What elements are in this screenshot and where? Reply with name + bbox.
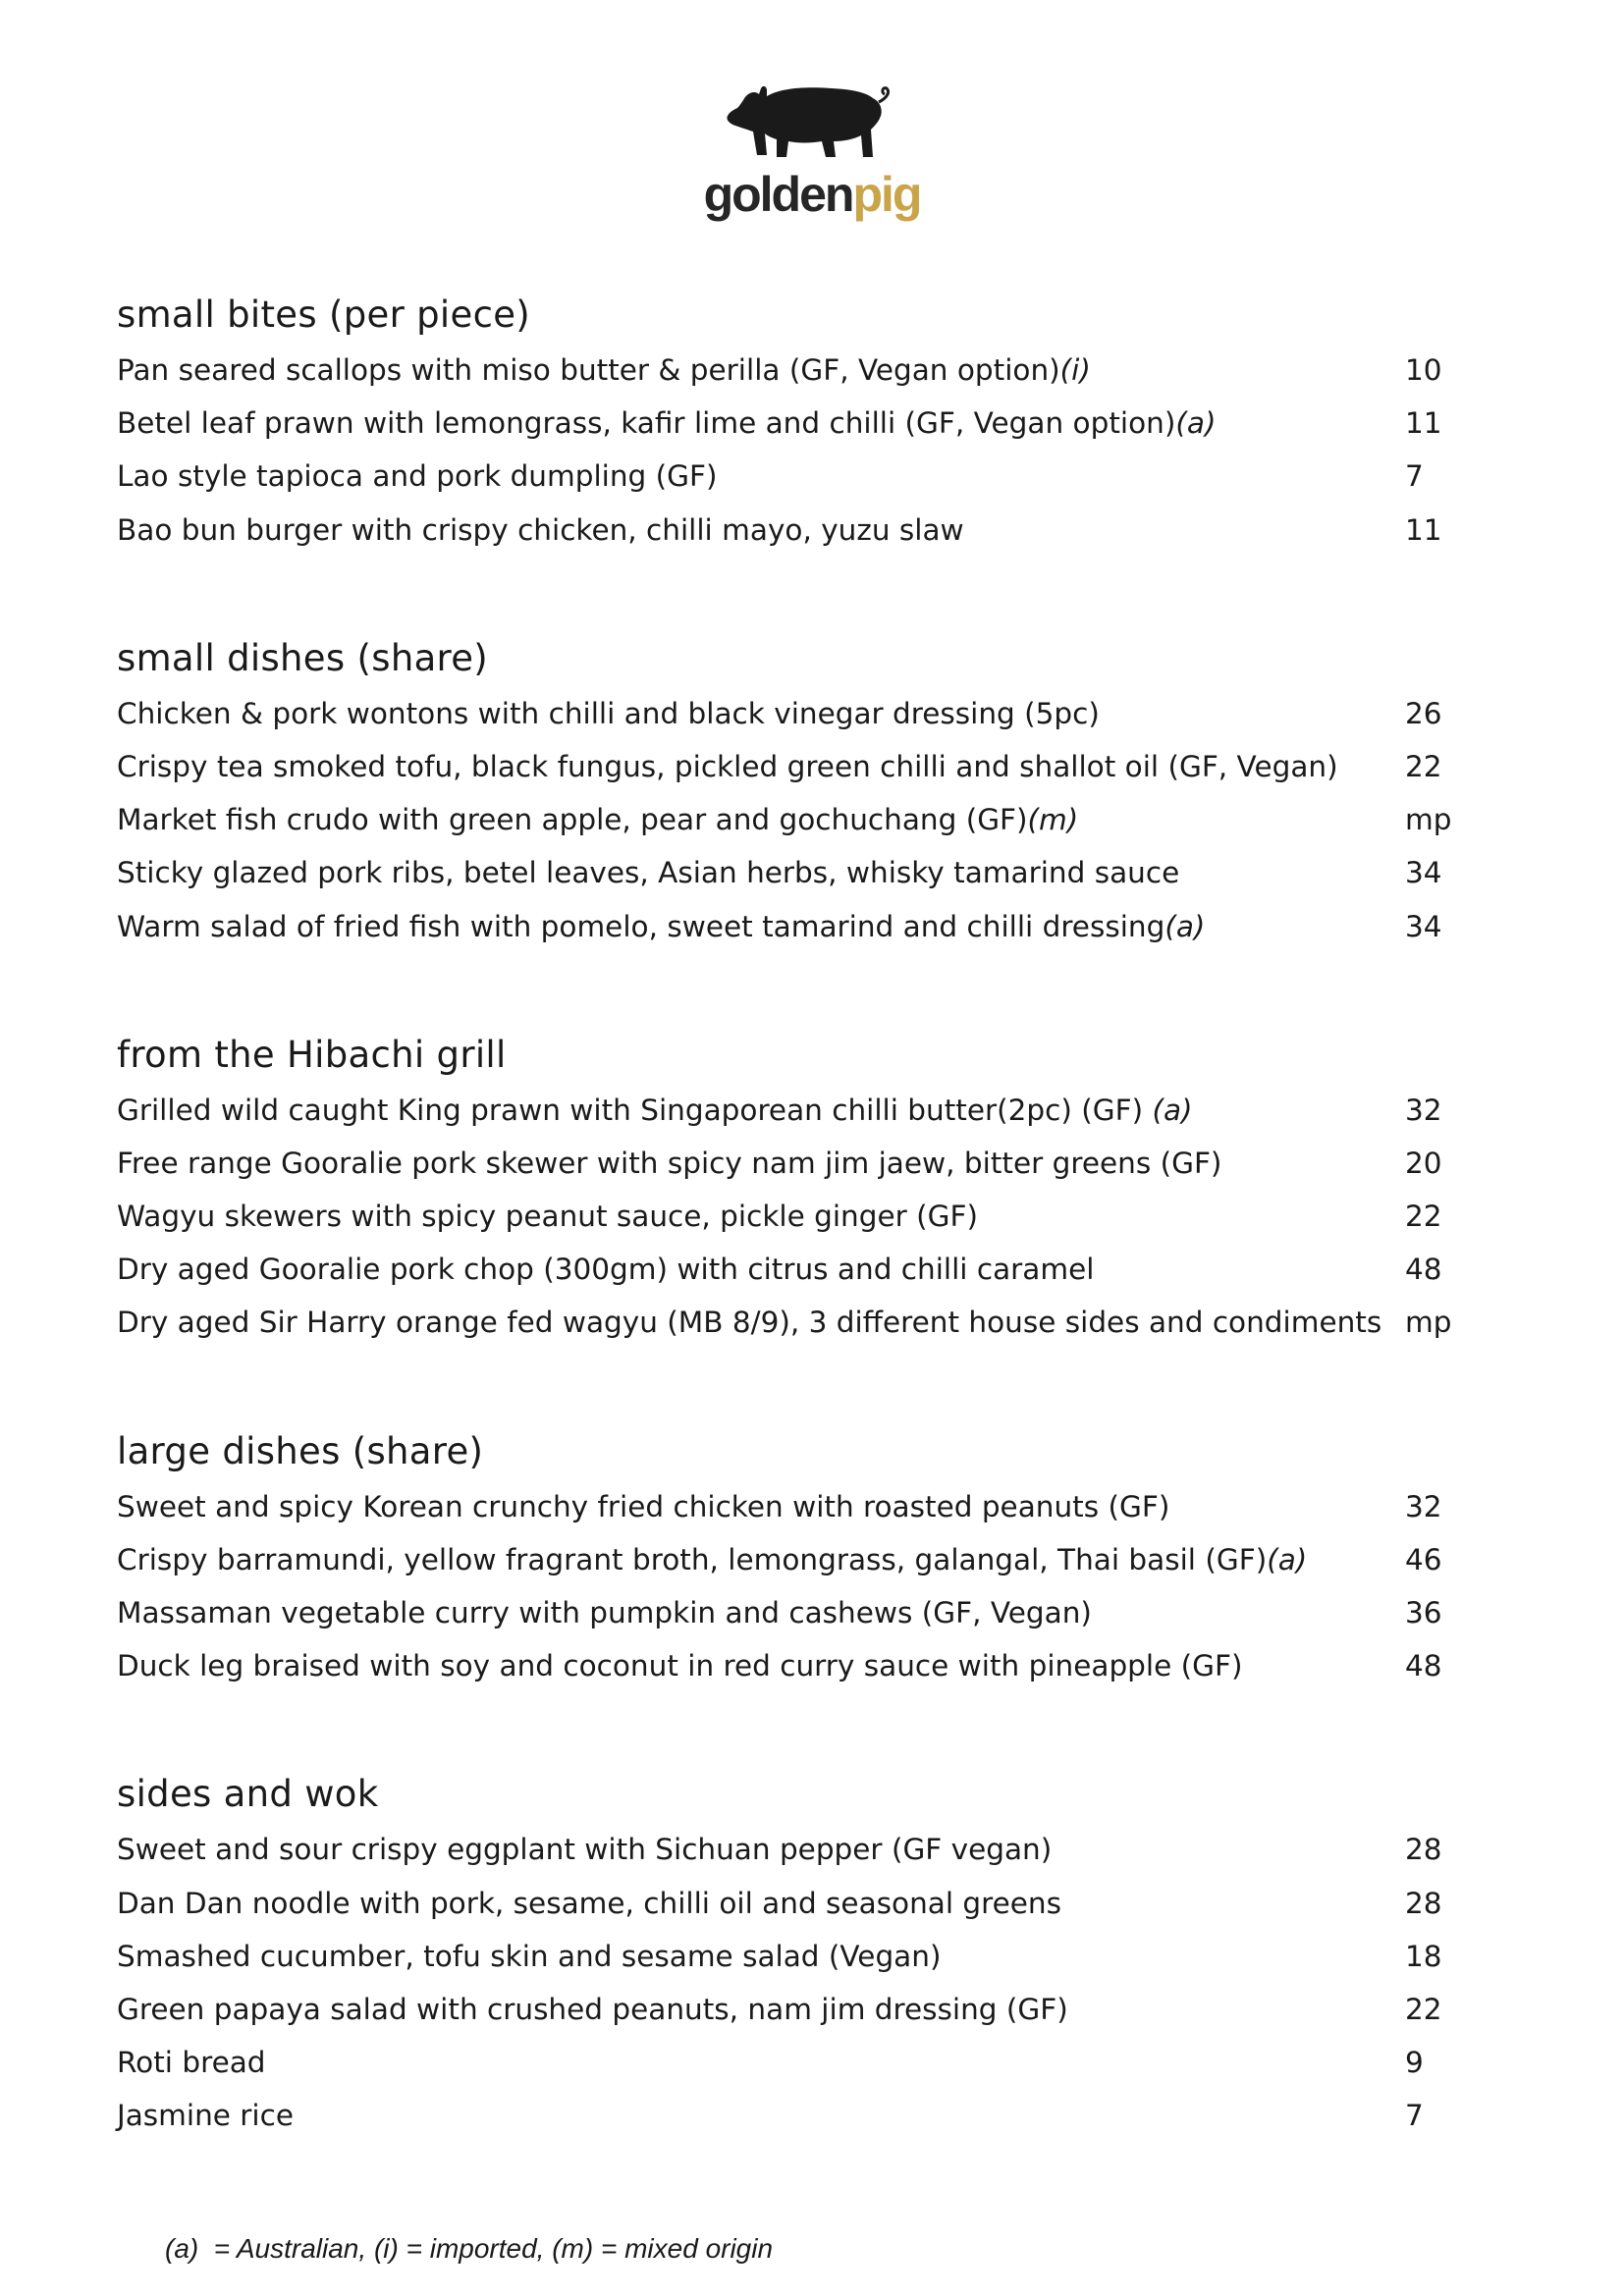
menu-item-name (117, 1877, 1061, 1930)
menu-item (117, 504, 1491, 557)
section-title: small bites (per piece) (117, 294, 531, 336)
menu-item (117, 1190, 1491, 1243)
menu-item (117, 1639, 1491, 1692)
menu-item-price: 7 (1405, 459, 1424, 494)
menu-item-price: 28 (1405, 1886, 1442, 1920)
menu-item-name (117, 1296, 1381, 1349)
menu-item-description: Dry aged Sir Harry orange fed wagyu (MB 8/9), 3 different house sides and condiments (117, 1306, 1382, 1340)
menu-item-description: Dan Dan noodle with pork, sesame, chilli oil and seasonal greens (117, 1886, 1061, 1920)
menu-section (117, 1031, 1491, 1350)
menu-item (117, 2036, 1491, 2089)
menu-item-price: 32 (1405, 1489, 1442, 1523)
menu-item-name (117, 740, 1338, 793)
menu-item-description: Crispy tea smoked tofu, black fungus, pickled green chilli and shallot oil (GF, Vegan) (117, 749, 1338, 783)
menu-item-name (117, 2089, 294, 2142)
brand-wordmark (0, 165, 1624, 224)
menu-item-description: Chicken & pork wontons with chilli and black vinegar dressing (5pc) (117, 696, 1100, 730)
menu-item-description: Market fish crudo with green apple, pear and gochuchang (GF) (117, 803, 1028, 837)
menu-item-name (117, 397, 1216, 450)
brand-logo (0, 79, 1624, 224)
menu-item-price: 34 (1405, 909, 1442, 943)
menu-item (117, 1823, 1491, 1876)
menu-item-price: 22 (1405, 1200, 1442, 1234)
menu-item-description: Sticky glazed pork ribs, betel leaves, Asian herbs, whisky tamarind sauce (117, 856, 1180, 890)
menu-item-name (117, 344, 1091, 397)
menu-item-origin: (a) (1152, 1093, 1193, 1127)
menu-item-name (117, 1084, 1193, 1137)
menu-item-description: Betel leaf prawn with lemongrass, kafir lime and chilli (GF, Vegan option) (117, 406, 1176, 441)
menu-item-description: Green papaya salad with crushed peanuts, nam jim dressing (GF) (117, 1992, 1068, 2026)
menu-item-price: 11 (1405, 512, 1442, 547)
menu-item-description: Dry aged Gooralie pork chop (300gm) with citrus and chilli caramel (117, 1253, 1095, 1287)
menu-section (117, 291, 1491, 557)
menu-item (117, 687, 1491, 740)
menu-item (117, 900, 1491, 953)
menu-item-price: 20 (1405, 1146, 1442, 1180)
menu-item (117, 1586, 1491, 1639)
menu-item-price: 48 (1405, 1253, 1442, 1287)
menu-item-price: 28 (1405, 1833, 1442, 1867)
menu-item-description: Crispy barramundi, yellow fragrant broth, lemongrass, galangal, Thai basil (GF) (117, 1542, 1268, 1576)
brand-name-part2: pig (852, 167, 921, 222)
menu-item-price: 9 (1405, 2046, 1424, 2080)
section-title: sides and wok (117, 1773, 379, 1816)
menu-item-description: Sweet and spicy Korean crunchy fried chicken with roasted peanuts (GF) (117, 1489, 1170, 1523)
menu-item-name (117, 504, 964, 557)
origin-footnote: (a) = Australian, (i) = imported, (m) = mixed origin (165, 2233, 774, 2264)
menu-item (117, 397, 1491, 450)
menu-item-name (117, 1930, 941, 1983)
menu-item-origin: (i) (1059, 353, 1091, 387)
menu-item-origin: (a) (1175, 406, 1217, 441)
menu-item-price: 22 (1405, 749, 1442, 783)
menu-item-description: Grilled wild caught King prawn with Singaporean chilli butter(2pc) (GF) (117, 1093, 1153, 1127)
menu-item-price: mp (1405, 1306, 1452, 1340)
menu-item-price: 11 (1405, 406, 1442, 441)
menu-item-name (117, 1190, 978, 1243)
menu-item (117, 1930, 1491, 1983)
menu-item-origin: (m) (1027, 803, 1079, 837)
menu-item (117, 344, 1491, 397)
menu-item (117, 1296, 1491, 1349)
menu-item-description: Lao style tapioca and pork dumpling (GF) (117, 459, 718, 494)
menu-item-price: mp (1405, 803, 1452, 837)
menu-item (117, 450, 1491, 503)
menu-item-price: 18 (1405, 1939, 1442, 1973)
menu-item-description: Duck leg braised with soy and coconut in red curry sauce with pineapple (GF) (117, 1649, 1243, 1683)
menu-item-name (117, 1639, 1242, 1692)
menu-item (117, 2089, 1491, 2142)
menu-item-name (117, 1243, 1094, 1296)
menu-item-origin: (a) (1267, 1542, 1308, 1576)
menu-item-price: 26 (1405, 696, 1442, 730)
menu-item (117, 1877, 1491, 1930)
menu-section (117, 634, 1491, 953)
menu-item-price: 36 (1405, 1596, 1442, 1629)
menu-item (117, 846, 1491, 899)
menu-item (117, 1137, 1491, 1190)
menu-item-name (117, 1480, 1169, 1533)
menu-item-description: Free range Gooralie pork skewer with spicy nam jim jaew, bitter greens (GF) (117, 1146, 1222, 1180)
menu-item-price: 32 (1405, 1093, 1442, 1127)
menu-item-description: Smashed cucumber, tofu skin and sesame salad (Vegan) (117, 1939, 942, 1973)
menu-item-name (117, 1983, 1068, 2036)
menu-item-name (117, 1823, 1052, 1876)
menu-item-name (117, 900, 1205, 953)
menu-item-name (117, 793, 1078, 846)
menu-item-description: Roti bread (117, 2046, 266, 2080)
section-title: from the Hibachi grill (117, 1033, 507, 1076)
menu-item-name (117, 450, 718, 503)
section-title: small dishes (share) (117, 636, 489, 679)
menu-item (117, 1983, 1491, 2036)
menu-item-price: 34 (1405, 856, 1442, 890)
menu-item-price: 7 (1405, 2099, 1424, 2133)
menu-item-price: 22 (1405, 1992, 1442, 2026)
menu-item-description: Massaman vegetable curry with pumpkin and cashews (GF, Vegan) (117, 1596, 1092, 1629)
section-title: large dishes (share) (117, 1429, 484, 1472)
menu-item (117, 793, 1491, 846)
menu (117, 291, 1491, 2220)
menu-item-description: Sweet and sour crispy eggplant with Sichuan pepper (GF vegan) (117, 1833, 1053, 1867)
menu-item-name (117, 2036, 266, 2089)
menu-item-name (117, 1586, 1092, 1639)
menu-item-price: 48 (1405, 1649, 1442, 1683)
menu-item-origin: (a) (1164, 909, 1206, 943)
menu-item (117, 1243, 1491, 1296)
menu-item (117, 1480, 1491, 1533)
menu-item-description: Pan seared scallops with miso butter & perilla (GF, Vegan option) (117, 353, 1060, 387)
menu-item-price: 46 (1405, 1542, 1442, 1576)
menu-item-name (117, 1533, 1307, 1586)
menu-item-name (117, 846, 1179, 899)
menu-item-name (117, 1137, 1221, 1190)
menu-section (117, 1427, 1491, 1693)
menu-item (117, 1084, 1491, 1137)
menu-item-description: Warm salad of fried fish with pomelo, sweet tamarind and chilli dressing (117, 909, 1165, 943)
menu-item-description: Jasmine rice (117, 2099, 294, 2133)
menu-item (117, 740, 1491, 793)
menu-item-price: 10 (1405, 353, 1442, 387)
pig-icon (724, 79, 900, 163)
menu-item-name (117, 687, 1100, 740)
brand-name-part1: golden (703, 167, 853, 222)
menu-item-description: Wagyu skewers with spicy peanut sauce, pickle ginger (GF) (117, 1200, 978, 1234)
menu-item-description: Bao bun burger with crispy chicken, chilli mayo, yuzu slaw (117, 512, 964, 547)
menu-section (117, 1770, 1491, 2142)
menu-item (117, 1533, 1491, 1586)
